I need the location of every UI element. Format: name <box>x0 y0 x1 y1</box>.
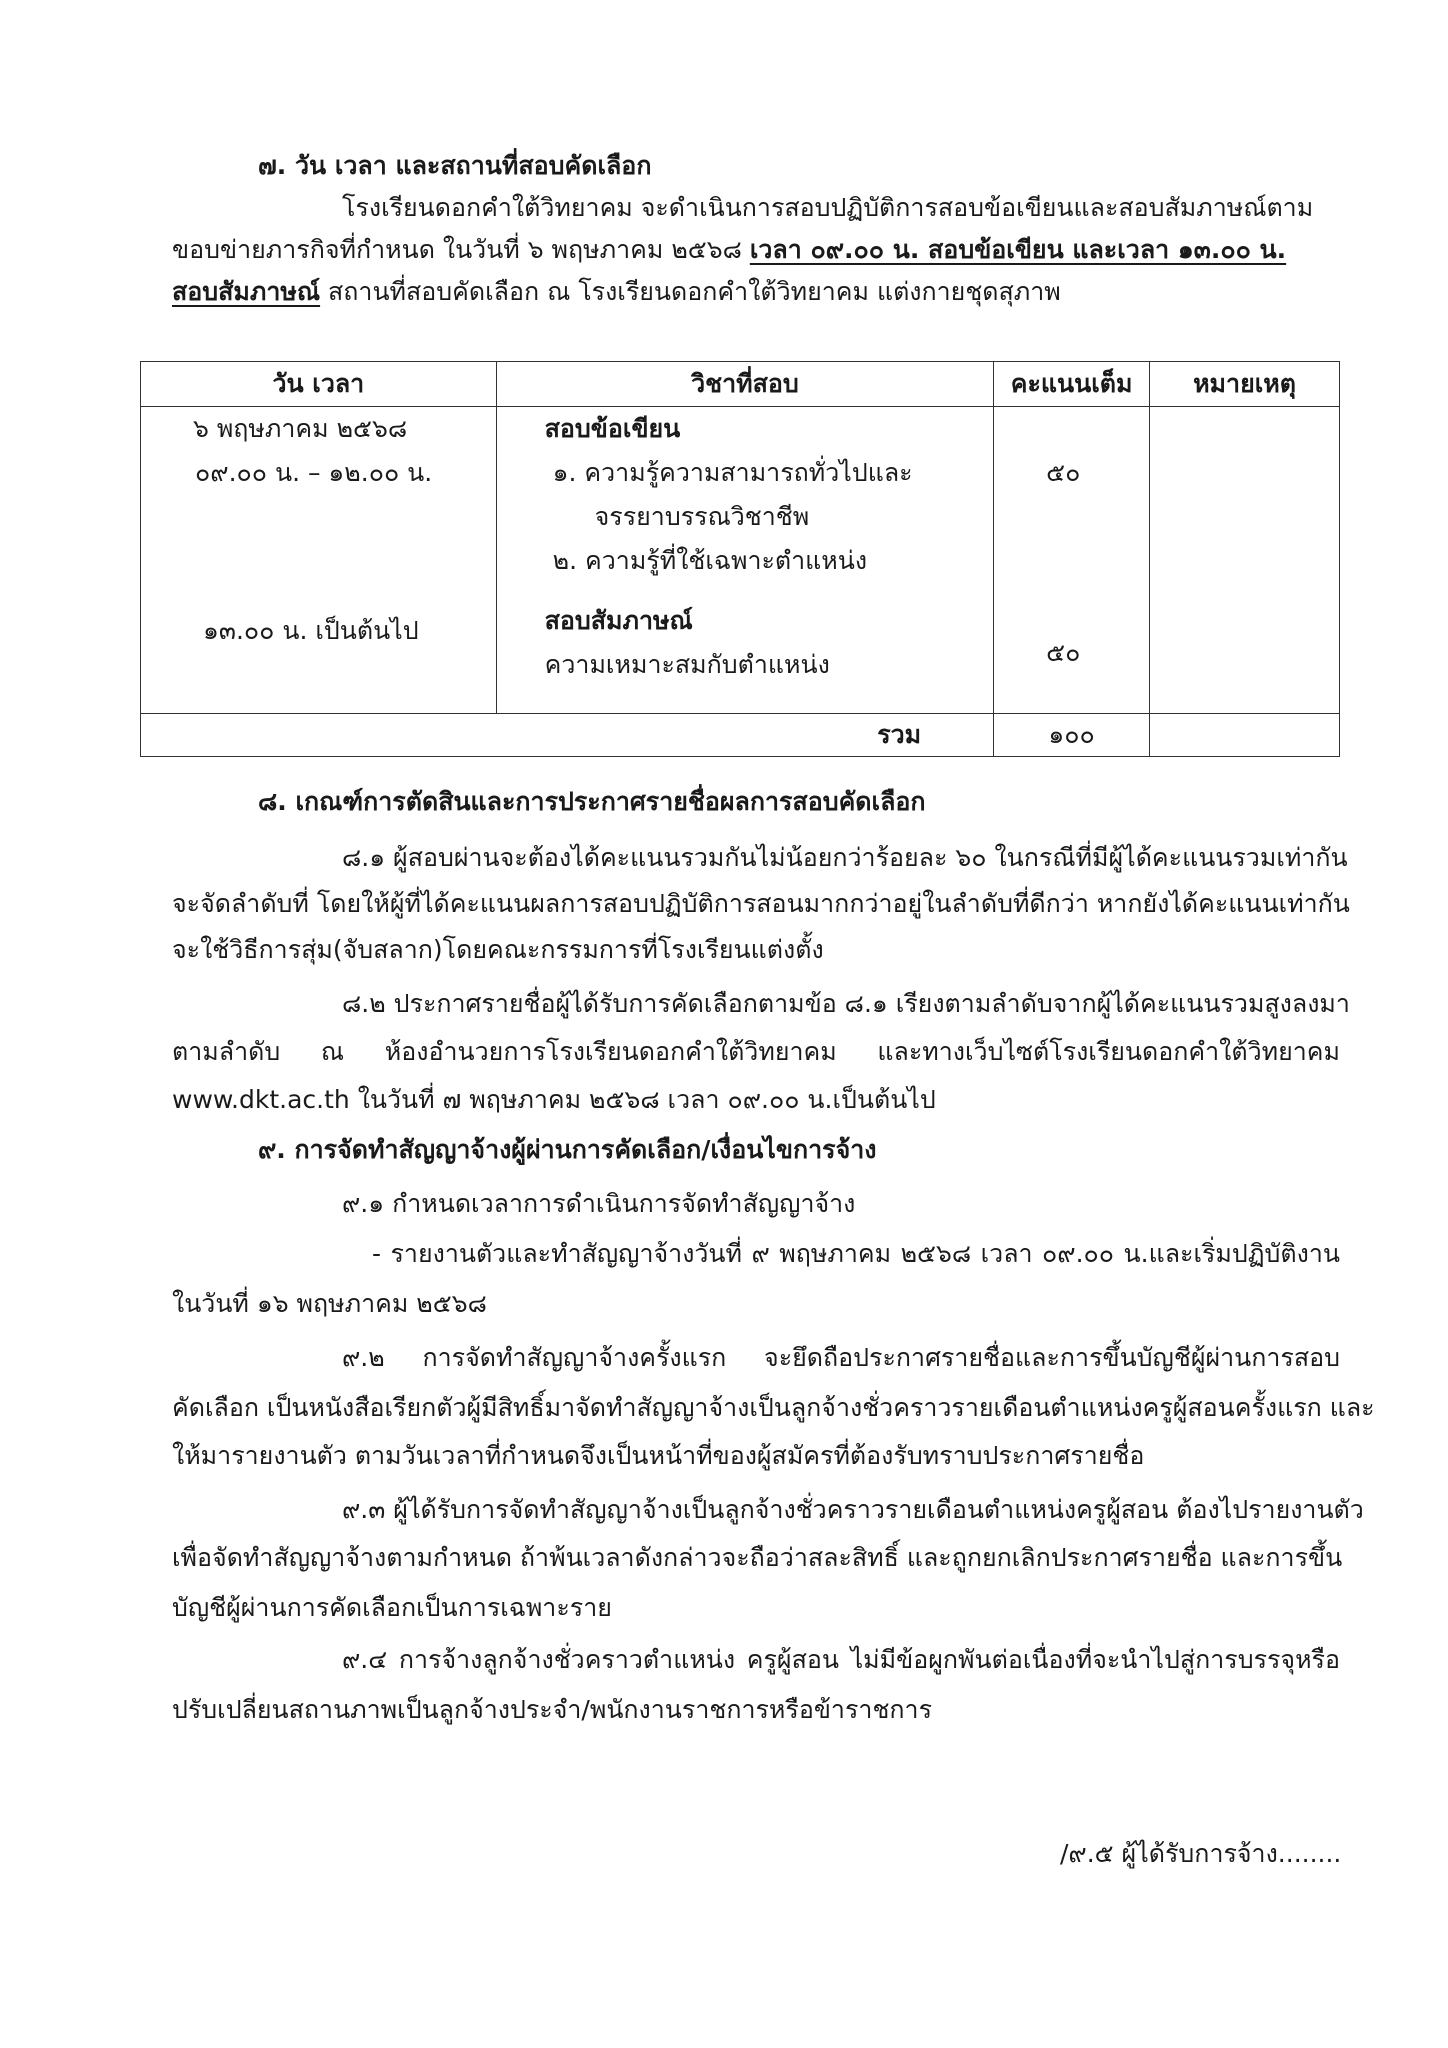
emphasized-text: สอบสัมภาษณ์ <box>172 277 321 306</box>
section-8-paragraph-line: จะใช้วิธีการสุ่ม(จับสลาก)โดยคณะกรรมการที่โรงเรียนแต่งตั้ง <box>172 935 824 964</box>
section-8-paragraph-line: ตามลำดับ ณ ห้องอำนวยการโรงเรียนดอกคำใต้วิทยาคม และทางเว็บไซต์โรงเรียนดอกคำใต้วิทยาคม <box>172 1037 1340 1066</box>
written-score: ๕๐ <box>1046 458 1081 487</box>
section-9-paragraph-line: ปรับเปลี่ยนสถานภาพเป็นลูกจ้างประจำ/พนักงานราชการหรือข้าราชการ <box>172 1695 933 1724</box>
exam-date: ๖ พฤษภาคม ๒๕๖๘ <box>193 414 408 443</box>
section-9-paragraph-line: บัญชีผู้ผ่านการคัดเลือกเป็นการเฉพาะราย <box>172 1593 612 1622</box>
subject-cell <box>496 407 994 714</box>
section-7-paragraph-line <box>172 232 1286 268</box>
exam-schedule-table <box>140 361 1340 757</box>
table-row <box>141 407 1340 714</box>
section-9-paragraph-line: - รายงานตัวและทำสัญญาจ้างวันที่ ๙ พฤษภาคม ๒๕๖๘ เวลา ๐๙.๐๐ น.และเริ่มปฏิบัติงาน <box>372 1239 1340 1268</box>
table-total-row <box>141 714 1340 757</box>
written-exam-item: ๑. ความรู้ความสามารถทั่วไปและ <box>552 458 913 487</box>
date-cell <box>141 407 497 714</box>
section-7-heading: ๗. วัน เวลา และสถานที่สอบคัดเลือก <box>258 151 652 180</box>
section-7-paragraph-line: โรงเรียนดอกคำใต้วิทยาคม จะดำเนินการสอบปฏิบัติการสอบข้อเขียนและสอบสัมภาษณ์ตาม <box>342 193 1314 222</box>
exam-time-morning: ๐๙.๐๐ น. – ๑๒.๐๐ น. <box>195 458 433 487</box>
section-9-paragraph-line: ในวันที่ ๑๖ พฤษภาคม ๒๕๖๘ <box>172 1289 487 1318</box>
total-score: ๑๐๐ <box>1048 720 1095 749</box>
section-9-subheading: ๙.๑ กำหนดเวลาการดำเนินการจัดทำสัญญาจ้าง <box>342 1189 856 1218</box>
table-header-date: วัน เวลา <box>141 362 497 407</box>
table-header-subject: วิชาที่สอบ <box>496 362 994 407</box>
section-9-paragraph-line: ๙.๒ การจัดทำสัญญาจ้างครั้งแรก จะยึดถือประกาศรายชื่อและการขึ้นบัญชีผู้ผ่านการสอบ <box>342 1343 1340 1372</box>
written-exam-title: สอบข้อเขียน <box>544 414 681 443</box>
total-score-cell <box>994 714 1150 757</box>
text-run: สถานที่สอบคัดเลือก ณ โรงเรียนดอกคำใต้วิทยาคม แต่งกายชุดสุภาพ <box>320 277 1061 306</box>
page-continuation: /๙.๕ ผู้ได้รับการจ้าง........ <box>1060 1839 1342 1868</box>
section-9-paragraph-line: ให้มารายงานตัว ตามวันเวลาที่กำหนดจึงเป็นหน้าที่ของผู้สมัครที่ต้องรับทราบประกาศรายชื่อ <box>172 1441 1145 1470</box>
remark-cell <box>1150 407 1340 714</box>
section-9-paragraph-line: ๙.๔ การจ้างลูกจ้างชั่วคราวตำแหน่ง ครูผู้สอน ไม่มีข้อผูกพันต่อเนื่องที่จะนำไปสู่การบรรจุหรือ <box>342 1645 1340 1674</box>
total-remark-cell <box>1150 714 1340 757</box>
section-8-paragraph-line: ๘.๑ ผู้สอบผ่านจะต้องได้คะแนนรวมกันไม่น้อยกว่าร้อยละ ๖๐ ในกรณีที่มีผู้ได้คะแนนรวมเท่ากัน <box>342 843 1348 872</box>
table-header-score: คะแนนเต็ม <box>994 362 1150 407</box>
text-run: ขอบข่ายภารกิจที่กำหนด ในวันที่ ๖ พฤษภาคม ๒๕๖๘ <box>172 235 750 264</box>
section-7-paragraph-line <box>172 274 1061 310</box>
score-cell <box>994 407 1150 714</box>
section-8-paragraph-line: ๘.๒ ประกาศรายชื่อผู้ได้รับการคัดเลือกตามข้อ ๘.๑ เรียงตามลำดับจากผู้ได้คะแนนรวมสูงลงมา <box>342 989 1350 1018</box>
table-header-remark: หมายเหตุ <box>1150 362 1340 407</box>
written-exam-item: ๒. ความรู้ที่ใช้เฉพาะตำแหน่ง <box>552 546 868 575</box>
exam-time-afternoon: ๑๓.๐๐ น. เป็นต้นไป <box>203 616 419 645</box>
section-8-paragraph-line: จะจัดลำดับที่ โดยให้ผู้ที่ได้คะแนนผลการสอบปฏิบัติการสอนมากกว่าอยู่ในลำดับที่ดีกว่า หากยังได้คะแนนเท่ากัน <box>172 889 1350 918</box>
section-9-paragraph-line: ๙.๓ ผู้ได้รับการจัดทำสัญญาจ้างเป็นลูกจ้างชั่วคราวรายเดือนตำแหน่งครูผู้สอน ต้องไปรายงานตัว <box>342 1495 1364 1524</box>
section-9-paragraph-line: คัดเลือก เป็นหนังสือเรียกตัวผู้มีสิทธิ์มาจัดทำสัญญาจ้างเป็นลูกจ้างชั่วคราวรายเดือนตำแหน่งครูผู้สอนครั้งแรก และ <box>172 1393 1375 1422</box>
total-label-cell <box>141 714 994 757</box>
interview-item: ความเหมาะสมกับตำแหน่ง <box>544 650 830 679</box>
section-9-heading: ๙. การจัดทำสัญญาจ้างผู้ผ่านการคัดเลือก/เงื่อนไขการจ้าง <box>258 1135 877 1164</box>
table-header-row <box>141 362 1340 407</box>
emphasized-text: เวลา ๐๙.๐๐ น. สอบข้อเขียน และเวลา ๑๓.๐๐ น. <box>749 235 1287 264</box>
section-8-paragraph-line: www.dkt.ac.th ในวันที่ ๗ พฤษภาคม ๒๕๖๘ เวลา ๐๙.๐๐ น.เป็นต้นไป <box>172 1085 936 1114</box>
interview-score: ๕๐ <box>1046 638 1081 667</box>
section-9-paragraph-line: เพื่อจัดทำสัญญาจ้างตามกำหนด ถ้าพ้นเวลาดังกล่าวจะถือว่าสละสิทธิ์ และถูกยกเลิกประกาศรายชื่อ และการขึ้น <box>172 1543 1343 1572</box>
total-label: รวม <box>877 720 922 749</box>
interview-title: สอบสัมภาษณ์ <box>544 606 693 635</box>
written-exam-item-continued: จรรยาบรรณวิชาชีพ <box>594 502 810 531</box>
section-8-heading: ๘. เกณฑ์การตัดสินและการประกาศรายชื่อผลการสอบคัดเลือก <box>258 787 926 816</box>
